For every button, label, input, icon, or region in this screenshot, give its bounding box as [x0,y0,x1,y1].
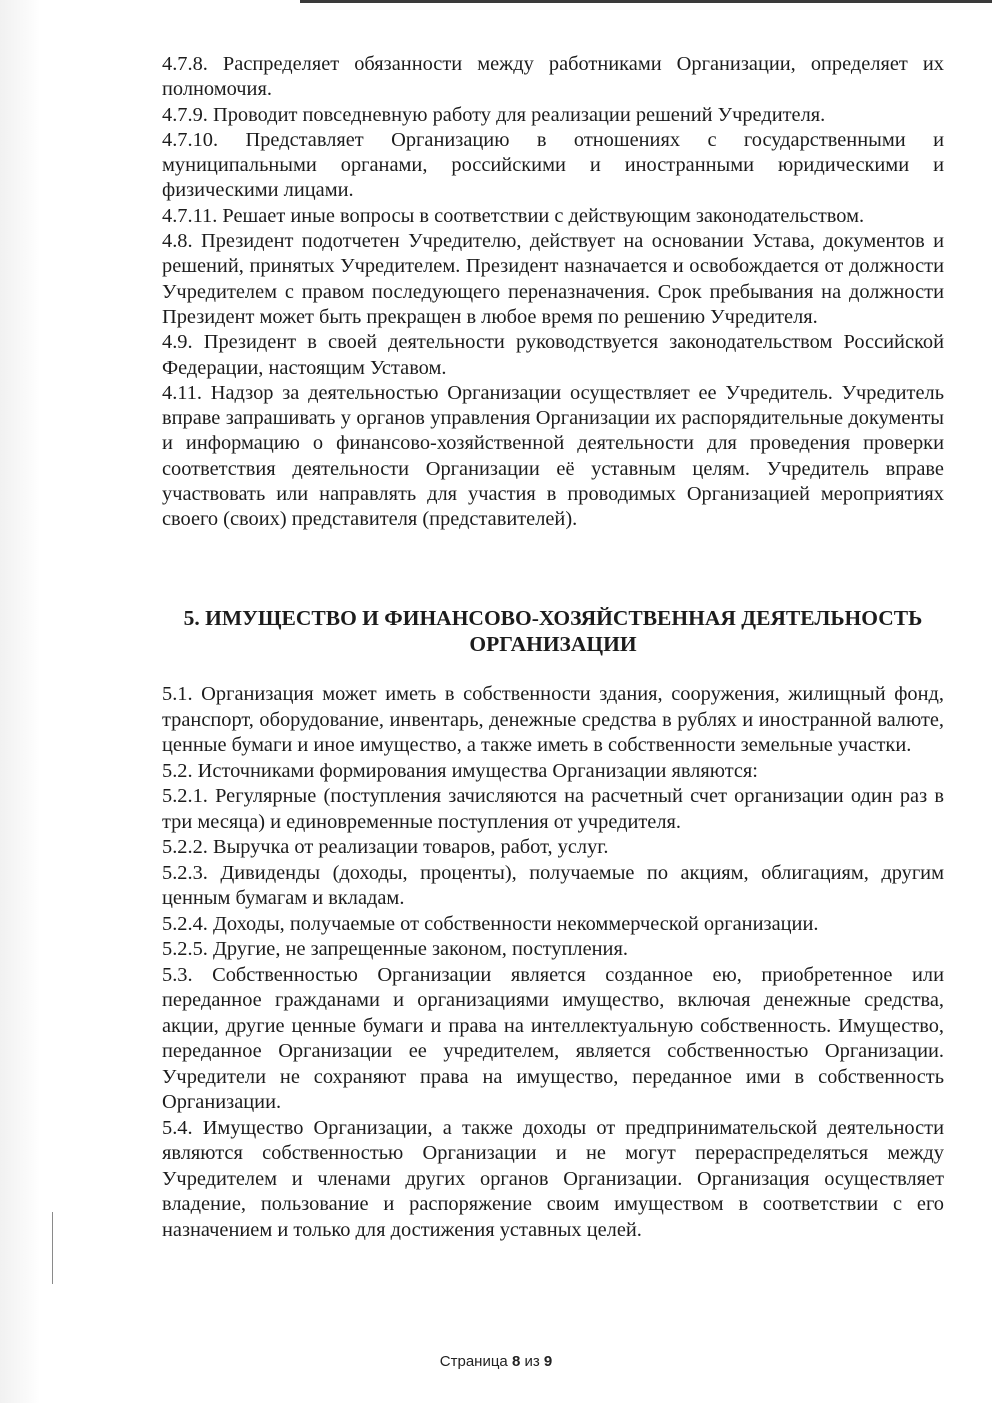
scan-edge-shadow [0,0,40,1403]
paragraph-4-7-10: 4.7.10. Представляет Организацию в отношениях с государственными и муниципальными органами, российскими и иностранными юридическими и физическими лицами. [162,128,944,202]
scan-top-edge [300,0,992,3]
paragraph-4-7-11: 4.7.11. Решает иные вопросы в соответствии с действующим законодательством. [162,204,865,227]
section-heading: 5. ИМУЩЕСТВО И ФИНАНСОВО-ХОЗЯЙСТВЕННАЯ ДЕЯТЕЛЬНОСТЬ ОРГАНИЗАЦИИ [183,606,923,656]
paragraph-4-8: 4.8. Президент подотчетен Учредителю, действует на основании Устава, документов и решений, принятых Учредителем. Президент назначается и освобождается от должности Учредителем с правом последующего переназначения. Срок пребывания на должности Президент может быть прекращен в любое время по решению Учредителя. [162,230,944,328]
page-label: Страница [439,1353,512,1370]
paragraph-5-2-1: 5.2.1. Регулярные (поступления зачисляются на расчетный счет организации один раз в три месяца) и единовременные поступления от учредителя. [162,785,944,833]
paragraph-5-3: 5.3. Собственностью Организации является созданное ею, приобретенное или переданное гражданами и организациями имущество, включая денежные средства, акции, другие ценные бумаги и права на интеллектуальную собственность. Имущество, переданное Организации ее учредителем, является собственностью Организации. Учредители не сохраняют права на имущество, переданное ими в собственность Организации. [162,963,944,1113]
paragraph-5-2-5: 5.2.5. Другие, не запрещенные законом, поступления. [162,938,628,960]
total-pages-number: 9 [543,1353,553,1370]
paragraph-4-11: 4.11. Надзор за деятельностью Организации осуществляет ее Учредитель. Учредитель вправе запрашивать у органов управления Организации их распорядительные документы и информацию о финансово-хозяйственной деятельности для проведения проверки соответствия деятельности Организации её уставным целям. Учредитель вправе участвовать или направлять для участия в проводимых Организацией мероприятиях своего (своих) представителя (представителей). [162,381,944,531]
paragraph-5-4: 5.4. Имущество Организации, а также доходы от предпринимательской деятельности являются собственностью Организации и не могут перераспределяться между Учредителем и членами других органов Организации. Организация осуществляет владение, пользование и распоряжение своим имуществом в соответствии с его назначением и только для достижения уставных целей. [162,1116,944,1241]
body-text-bottom [162,682,944,1243]
paragraph-5-2: 5.2. Источниками формирования имущества Организации являются: [162,759,758,782]
scan-margin-mark [52,1212,53,1284]
paragraph-4-7-9: 4.7.9. Проводит повседневную работу для реализации решений Учредителя. [162,103,826,126]
paragraph-5-1: 5.1. Организация может иметь в собственности здания, сооружения, жилищный фонд, транспорт, оборудование, инвентарь, денежные средства в рублях и иностранной валюте, ценные бумаги и иное имущество, а также иметь в собственности земельные участки. [162,683,944,756]
current-page-number: 8 [511,1353,521,1370]
paragraph-5-2-4: 5.2.4. Доходы, получаемые от собственности некоммерческой организации. [162,912,819,935]
paragraph-4-9: 4.9. Президент в своей деятельности руководствуется законодательством Российской Федерации, настоящим Уставом. [162,331,944,379]
page-footer [0,1353,992,1370]
body-text-top [162,52,944,533]
paragraph-5-2-2: 5.2.2. Выручка от реализации товаров, работ, услуг. [162,836,609,858]
paragraph-4-7-8: 4.7.8. Распределяет обязанности между работниками Организации, определяет их полномочия. [162,53,944,101]
paragraph-5-2-3: 5.2.3. Дивиденды (доходы, проценты), получаемые по акциям, облигациям, другим ценным бумагам и вкладам. [162,861,944,909]
page-separator: из [520,1353,544,1370]
